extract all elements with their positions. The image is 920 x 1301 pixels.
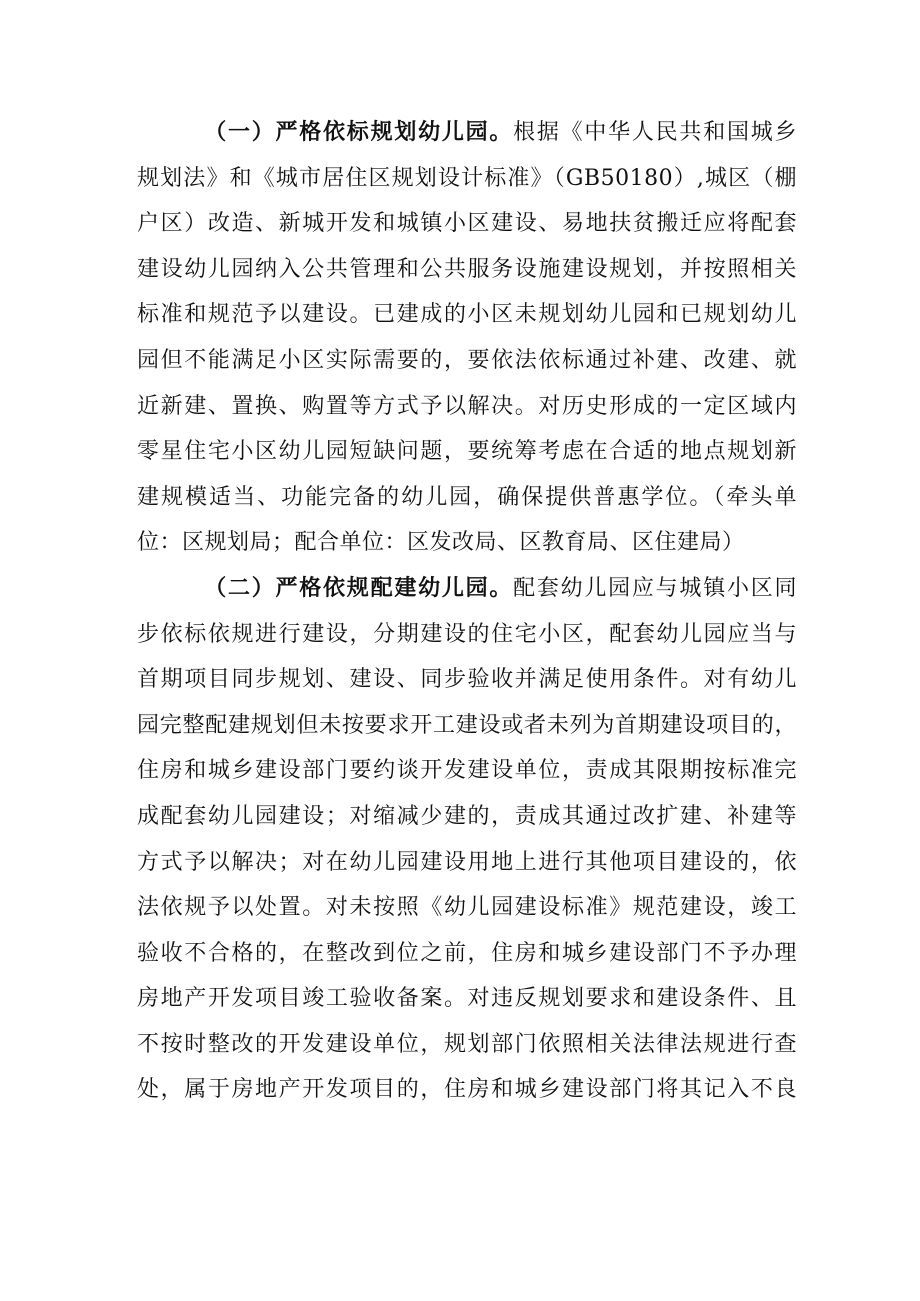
section-1-line-9: 建规模适当、功能完备的幼儿园，确保提供普惠学位。（牵头单: [137, 484, 797, 510]
section-2-line-9: 验收不合格的，在整改到位之前，住房和城乡建设部门不予办理: [137, 940, 797, 966]
section-1-line-10: 位：区规划局；配合单位：区发改局、区教育局、区住建局）: [137, 530, 745, 556]
section-1-line-6: 园但不能满足小区实际需要的，要依法依标通过补建、改建、就: [137, 347, 797, 373]
section-2-line-5: 住房和城乡建设部门要约谈开发建设单位，责成其限期按标准完: [137, 758, 797, 784]
section-1-line-3: 户区）改造、新城开发和城镇小区建设、易地扶贫搬迁应将配套: [137, 211, 797, 237]
section-1-heading: （一）严格依标规划幼儿园。: [203, 119, 514, 145]
section-2-line-7: 方式予以解决；对在幼儿园建设用地上进行其他项目建设的，依: [137, 849, 797, 875]
section-1-line-1: 根据《中华人民共和国城乡: [513, 120, 797, 145]
section-2-line-2: 步依标依规进行建设，分期建设的住宅小区，配套幼儿园应当与: [137, 621, 797, 647]
section-1-first-line: [137, 110, 797, 156]
section-2-line-1: 配套幼儿园应与城镇小区同: [513, 575, 797, 601]
section-2-line-12: 处，属于房地产开发项目的，住房和城乡建设部门将其记入不良: [137, 1077, 797, 1103]
section-2-line-6: 成配套幼儿园建设；对缩减少建的，责成其通过改扩建、补建等: [137, 803, 797, 829]
section-2-line-10: 房地产开发项目竣工验收备案。对违反规划要求和建设条件、且: [137, 986, 797, 1012]
section-1-line-7: 近新建、置换、购置等方式予以解决。对历史形成的一定区域内: [137, 393, 797, 419]
section-1-line-8: 零星住宅小区幼儿园短缺问题，要统筹考虑在合适的地点规划新: [137, 439, 797, 465]
section-2-line-8: 法依规予以处置。对未按照《幼儿园建设标准》规范建设，竣工: [137, 895, 797, 921]
section-2-line-4: 园完整配建规划但未按要求开工建设或者未列为首期建设项目的，: [137, 712, 797, 738]
section-2-first-line: [137, 566, 797, 612]
section-1-line-5: 标准和规范予以建设。已建成的小区未规划幼儿园和已规划幼儿: [137, 302, 797, 328]
section-2-line-11: 不按时整改的开发建设单位，规划部门依照相关法律法规进行查: [137, 1031, 797, 1057]
body-text: [137, 110, 797, 1113]
section-1-line-2: 规划法》和《城市居住区规划设计标准》（GB50180）,城区（棚: [137, 165, 797, 191]
section-2-heading: （二）严格依规配建幼儿园。: [203, 574, 514, 601]
section-2-line-3: 首期项目同步规划、建设、同步验收并满足使用条件。对有幼儿: [137, 667, 797, 693]
section-1-line-4: 建设幼儿园纳入公共管理和公共服务设施建设规划，并按照相关: [137, 256, 797, 282]
